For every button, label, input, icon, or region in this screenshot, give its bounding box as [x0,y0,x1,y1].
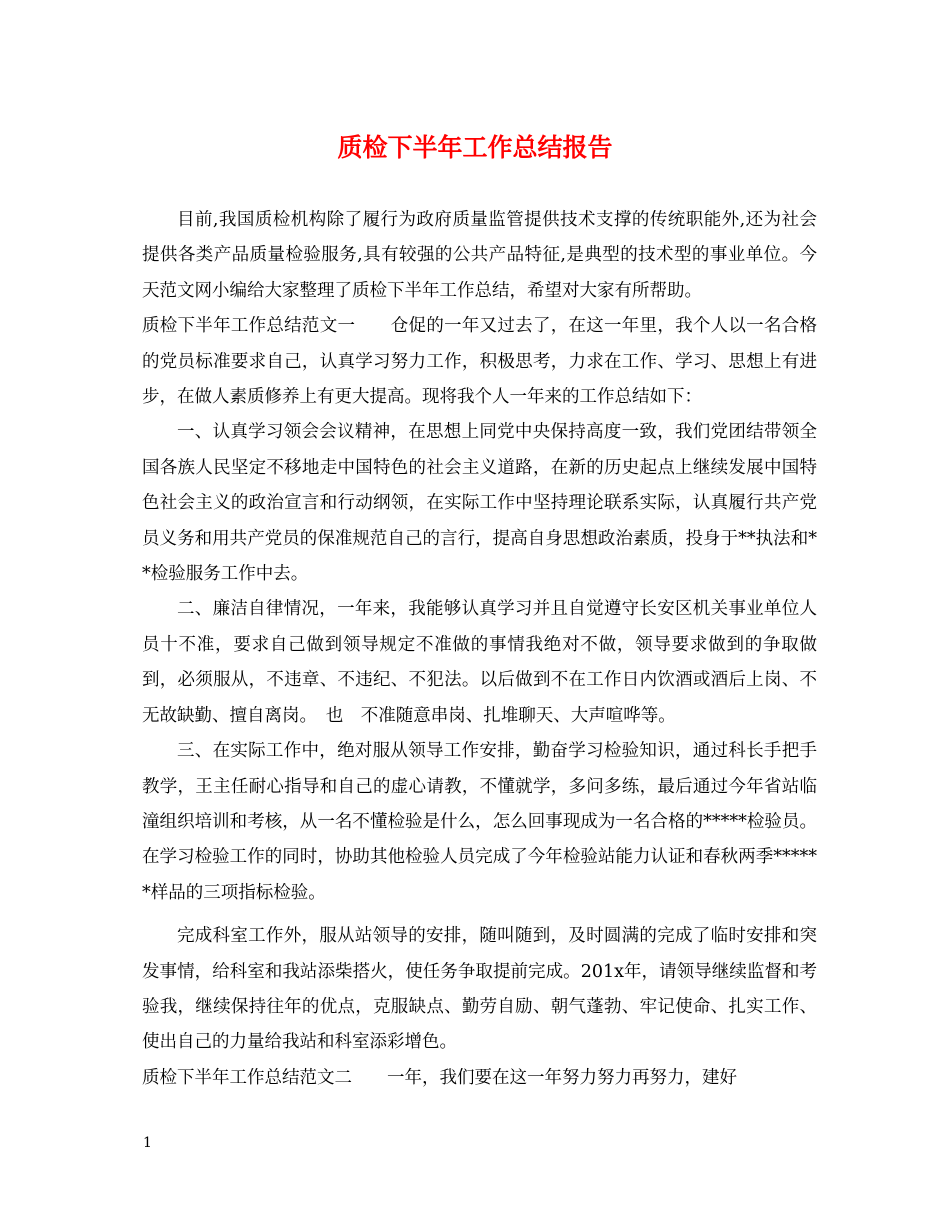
paragraph-section-two: 二、廉洁自律情况，一年来，我能够认真学习并且自觉遵守长安区机关事业单位人员十不准，要求自己做到领导规定不准做的事情我绝对不做，领导要求做到的争取做到，必须服从，不违章、不违纪、不犯法。以后做到不在工作日内饮酒或酒后上岗、不无故缺勤、擅自离岗。 也 不准随意串岗、扎堆聊天、大声喧哗等。 [142,599,817,726]
paragraph-sample-one: 质检下半年工作总结范文一 仓促的一年又过去了，在这一年里，我个人以一名合格的党员标准要求自己，认真学习努力工作，积极思考，力求在工作、学习、思想上有进步，在做人素质修养上有更大提高。现将我个人一年来的工作总结如下： [142,316,817,408]
paragraph-completion: 完成科室工作外，服从站领导的安排，随叫随到，及时圆满的完成了临时安排和突发事情，给科室和我站添柴搭火，使任务争取提前完成。201x年，请领导继续监督和考验我，继续保持往年的优点，克服缺点、勤劳自励、朝气蓬勃、牢记使命、扎实工作、使出自己的力量给我站和科室添彩增色。 [142,926,817,1053]
document-title: 质检下半年工作总结报告 [337,133,613,162]
page-number: 1 [143,1135,152,1151]
paragraph-section-three: 三、在实际工作中，绝对服从领导工作安排，勤奋学习检验知识，通过科长手把手教学，王主任耐心指导和自己的虚心请教，不懂就学，多问多练，最后通过今年省站临潼组织培训和考核，从一名不懂检验是什么，怎么回事现成为一名合格的*****检验员。在学习检验工作的同时，协助其他检验人员完成了今年检验站能力认证和春秋两季******样品的三项指标检验。 [142,741,817,903]
paragraph-intro: 目前,我国质检机构除了履行为政府质量监管提供技术支撑的传统职能外,还为社会提供各类产品质量检验服务,具有较强的公共产品特征,是典型的技术型的事业单位。今天范文网小编给大家整理了质检下半年工作总结，希望对大家有所帮助。 [142,210,817,301]
document-body [142,203,817,1096]
paragraph-sample-two: 质检下半年工作总结范文二 一年，我们要在这一年努力努力再努力，建好 [142,1067,737,1088]
paragraph-section-one: 一、认真学习领会会议精神，在思想上同党中央保持高度一致，我们党团结带领全国各族人民坚定不移地走中国特色的社会主义道路，在新的历史起点上继续发展中国特色社会主义的政治宣言和行动纲领，在实际工作中坚持理论联系实际，认真履行共产党员义务和用共产党员的保准规范自己的言行，提高自身思想政治素质，投身于**执法和**检验服务工作中去。 [142,422,817,585]
